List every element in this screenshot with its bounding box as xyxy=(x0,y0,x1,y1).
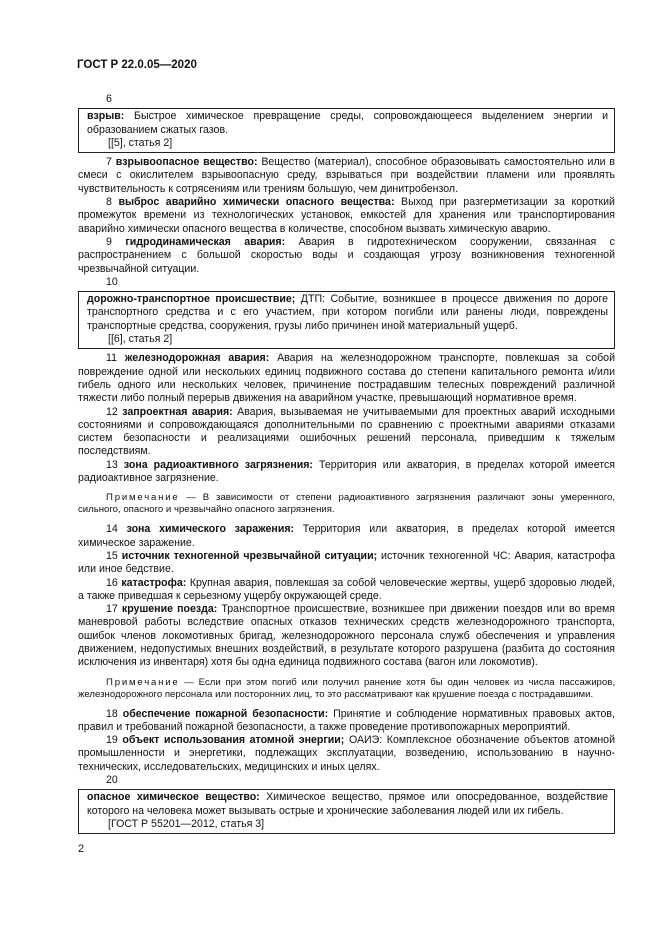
note-13 xyxy=(78,492,615,516)
entry-number: 18 xyxy=(106,707,123,720)
term: крушение поезда: xyxy=(121,603,218,616)
note-label: Примечание xyxy=(106,492,180,504)
entry-7 xyxy=(78,156,615,196)
term: опасное химическое вещество: xyxy=(87,791,260,804)
definition: Территория или акватория, в пределах которой имеется химическое заражение. xyxy=(78,523,615,549)
entry-8 xyxy=(78,196,615,236)
note-text: — Если при этом погиб или получил ранение хотя бы один человек из числа пассажиров, железнодорожного персонала или посторонних лиц, то это рассматривают как крушение поезда с пострадавшими. xyxy=(78,676,615,700)
term: гидродинамическая авария: xyxy=(125,235,286,248)
entry-number: 7 xyxy=(106,156,116,169)
term: зона радиоактивного загрязнения: xyxy=(123,458,313,471)
entry-number: 14 xyxy=(106,523,127,536)
definition: ОАИЭ: Комплексное обозначение объектов атомной промышленности и энергетики, подлежащих эксплуатации, возведению, использованию в научно-технических, исследовательских, медицинских и иных целях. xyxy=(78,734,615,773)
entry-number: 12 xyxy=(106,405,123,418)
definition: источник техногенной ЧС: Авария, катастрофа или иное бедствие. xyxy=(78,549,615,576)
entry-number: 13 xyxy=(106,458,124,471)
entry-18 xyxy=(78,708,615,735)
entry-number: 15 xyxy=(106,549,122,562)
term: объект использования атомной энергии; xyxy=(122,734,345,747)
term: источник техногенной чрезвычайной ситуации; xyxy=(121,549,378,562)
term: запроектная авария: xyxy=(122,405,233,418)
page-number: 2 xyxy=(78,843,85,855)
entry-number: 6 xyxy=(106,93,112,105)
note-17 xyxy=(78,677,615,701)
term: зона химического заражения: xyxy=(126,523,295,536)
definition: Территория или акватория, в пределах которой имеется радиоактивное загрязнение. xyxy=(78,458,615,485)
entry-number: 19 xyxy=(106,734,123,747)
entry-17 xyxy=(78,603,615,669)
term: катастрофа: xyxy=(121,576,187,589)
term: выброс аварийно химически опасного вещества: xyxy=(118,196,395,209)
entry-19 xyxy=(78,734,615,774)
definition-text xyxy=(87,791,608,818)
entry-15 xyxy=(78,550,615,577)
definition-box-6 xyxy=(78,108,615,153)
definition-text xyxy=(87,293,608,333)
note-label: Примечание xyxy=(106,676,180,688)
definition: Авария в гидротехническом сооружении, связанная с распространением с большой скоростью воды и создающая угрозу возникновения техногенной чрезвычайной ситуации. xyxy=(78,235,615,275)
definition: Принятие и соблюдение нормативных правовых актов, правил и требований пожарной безопасности, а также проведение противопожарных мероприятий. xyxy=(78,707,615,733)
source-reference: [[6], статья 2] xyxy=(108,333,173,346)
definition: Авария, вызываемая не учитываемыми для проектных аварий исходными состояниями и сопровождающаяся дополнительными по сравнению с проектными авариями отказами систем безопасности и реализациями ошибочных решений персонала, приведшим к тяжелым последствиям. xyxy=(78,405,615,458)
entry-12 xyxy=(78,406,615,459)
entry-11 xyxy=(78,352,615,405)
definition: Быстрое химическое превращение среды, сопровождающееся выделением энергии и образованием сжатых газов. xyxy=(87,110,608,136)
source-reference: [[5], статья 2] xyxy=(108,136,173,149)
entry-13 xyxy=(78,459,615,486)
entry-number: 17 xyxy=(106,603,122,616)
definition: Химическое вещество, прямое или опосредованное, воздействие которого на человека может вызывать острые и хронические заболевания людей или их гибель. xyxy=(87,791,608,817)
definition: ДТП: Событие, возникшее в процессе движения по дороге транспортного средства и с его участием, при котором погибли или ранены люди, повреждены транспортные средства, сооружения, грузы либо причинен иной материальный ущерб. xyxy=(87,293,608,332)
definition-box-10 xyxy=(78,291,615,349)
term: взрыв: xyxy=(87,110,125,123)
term: взрывоопасное вещество: xyxy=(115,156,258,169)
term: обеспечение пожарной безопасности: xyxy=(122,707,329,720)
term: железнодорожная авария: xyxy=(124,352,270,365)
definition-box-20 xyxy=(78,789,615,834)
definition: Вещество (материал), способное образовывать самостоятельно или в смеси с окислителем взрывоопасную среду, взрываться при воздействии пламени или проявлять чувствительность к сотрясениям или трениям большую, чем динитробензол. xyxy=(78,156,615,195)
definition-text xyxy=(87,110,608,137)
definition: Выход при разгерметизации за короткий промежуток времени из технологических установок, емкостей для хранения или транспортирования аварийно химически опасного вещества в количестве, способном вызвать химическую аварию. xyxy=(78,196,615,235)
entry-number: 11 xyxy=(106,352,125,365)
definition: Авария на железнодорожном транспорте, повлекшая за собой повреждение одной или нескольких единиц подвижного состава до степени капитального ремонта и/или гибель одного или нескольких человек, причинение пострадавшим телесных повреждений различной тяжести либо полный перерыв движения на аварийном участке, превышающий нормативное время. xyxy=(78,352,615,405)
document-code: ГОСТ Р 22.0.05—2020 xyxy=(77,59,197,71)
entry-9 xyxy=(78,236,615,276)
entry-number: 10 xyxy=(106,275,118,288)
note-text: — В зависимости от степени радиоактивного загрязнения различают зоны умеренного, сильного, опасного и чрезвычайно опасного загрязнения. xyxy=(78,492,615,516)
entry-16 xyxy=(78,577,615,604)
source-reference: [ГОСТ Р 55201—2012, статья 3] xyxy=(108,817,265,830)
entry-number: 16 xyxy=(106,576,122,589)
definition: Крупная авария, повлекшая за собой человеческие жертвы, ущерб здоровью людей, а также приведшая к серьезному ущербу окружающей среде. xyxy=(78,576,615,602)
entry-number: 8 xyxy=(106,196,119,209)
entry-number: 9 xyxy=(106,235,126,248)
term: дорожно-транспортное происшествие; xyxy=(87,293,296,306)
definition: Транспортное происшествие, возникшее при движении поездов или во время маневровой работы вследствие опасных отказов технических средств железнодорожного транспорта, ошибок членов локомотивных бригад, железнодорожного персонала служб обеспечения и управления движением, недопустимых внешних воздействий, в результате которого разрушена (разбита до состояния исключения из инвентаря) хотя бы одна единица подвижного состава (вагон или локомотив). xyxy=(78,603,615,669)
entry-14 xyxy=(78,523,615,550)
entry-number: 20 xyxy=(106,774,118,787)
document-body xyxy=(78,93,615,837)
